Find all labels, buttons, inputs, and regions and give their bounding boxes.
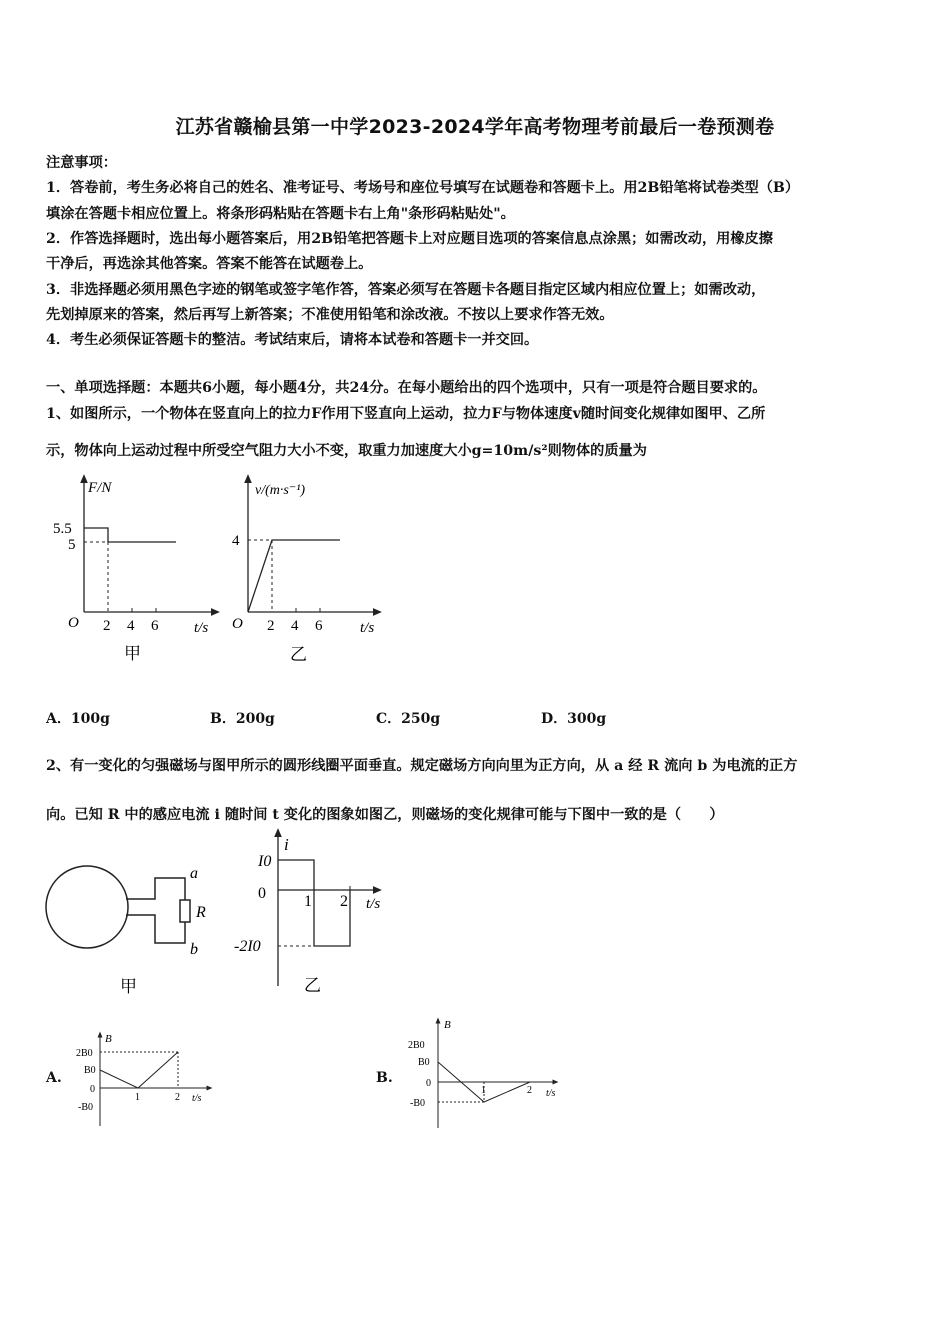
origin-label: 0 [258,885,266,902]
y-tick-label: B0 [84,1065,96,1076]
figure-caption: 乙 [304,976,321,995]
y-tick-label: 0 [90,1084,95,1095]
x-label: t/s [546,1088,556,1099]
resistor [180,900,190,922]
x-label: t/s [360,620,375,636]
y-tick-label: -B0 [78,1102,93,1113]
y-label: B [444,1019,451,1031]
terminal-a-label: a [190,865,198,882]
q1-figure-jia [48,472,228,668]
question-1-text: 示，物体向上运动过程中所受空气阻力大小不变，取重力加速度大小g=10m/s²则物体的质量为 [46,443,647,459]
y-tick-label: 2B0 [408,1040,425,1051]
x-label: t/s [192,1093,202,1104]
x-tick-label: 1 [135,1092,140,1103]
notice-line: 1．答卷前，考生务必将自己的姓名、准考证号、考场号和座位号填写在试题卷和答题卡上。用2B铅笔将试卷类型（B） [46,180,800,196]
x-tick-label: 4 [127,618,135,634]
q2-figure-yi [228,826,398,998]
b-line [100,1052,178,1088]
figure-caption: 乙 [290,645,307,664]
y-tick-label: 5 [68,537,76,553]
question-2-text: 2、有一变化的匀强磁场与图甲所示的圆形线圈平面垂直。规定磁场方向向里为正方向，从 a 经 R 流向 b 为电流的正方 [46,758,798,774]
x-label: t/s [194,620,209,636]
y-tick-label: 2B0 [76,1048,93,1059]
origin-label: O [68,615,79,631]
notice-heading: 注意事项： [46,155,117,171]
x-tick-label: 2 [340,893,348,910]
question-1-text: 1、如图所示，一个物体在竖直向上的拉力F作用下竖直向上运动，拉力F与物体速度v随时间变化规律如图甲、乙所 [46,406,766,422]
origin-label: O [232,616,243,632]
notice-line: 4．考生必须保证答题卡的整洁。考试结束后，请将本试卷和答题卡一并交回。 [46,332,539,348]
q2-figure-jia [40,850,220,1000]
question-2-text: 向。已知 R 中的感应电流 i 随时间 t 变化的图象如图乙，则磁场的变化规律可能与下图中一致的是（ ） [46,807,724,823]
notice-line: 2．作答选择题时，选出每小题答案后，用2B铅笔把答题卡上对应题目选项的答案信息点涂黑；如需改动，用橡皮擦 [46,231,773,247]
y-tick-label: 4 [232,533,240,549]
notice-line: 填涂在答题卡相应位置上。将条形码粘贴在答题卡右上角"条形码粘贴处"。 [46,206,515,222]
figure-caption: 甲 [120,977,137,996]
x-tick-label: 2 [175,1092,180,1103]
velocity-line [248,540,340,612]
x-tick-label: 1 [304,893,312,910]
y-tick-label: 0 [426,1078,431,1089]
q2-option-a-graph[interactable] [70,1030,220,1130]
y-label: B [105,1033,112,1045]
x-label: t/s [366,896,381,912]
x-tick-label: 4 [291,618,299,634]
y-label: v/(m·s⁻¹) [255,483,306,498]
x-tick-label: 2 [267,618,275,634]
y-tick-label: 5.5 [53,521,72,537]
terminal-b-label: b [190,941,198,958]
notice-line: 干净后，再选涂其他答案。答案不能答在试题卷上。 [46,256,373,272]
option-c[interactable]: C．250g [376,711,441,727]
wire [126,878,185,900]
notice-line: 3．非选择题必须用黑色字迹的钢笔或签字笔作答，答案必须写在答题卡各题目指定区域内相应位置上；如需改动， [46,282,766,298]
y-neg-label: -2I0 [234,938,261,955]
y-label: i [284,835,289,854]
section-heading: 一、单项选择题：本题共6小题，每小题4分，共24分。在每小题给出的四个选项中，只有一项是符合题目要求的。 [46,380,767,396]
page-title: 江苏省赣榆县第一中学2023-2024学年高考物理考前最后一卷预测卷 [175,116,775,138]
q2-option-b-label[interactable]: B. [376,1070,393,1086]
y-pos-label: I0 [258,853,272,870]
q1-figure-yi [222,472,392,668]
wire [126,915,185,943]
x-tick-label: 6 [151,618,159,634]
q2-option-b-graph[interactable] [404,1016,574,1132]
option-a[interactable]: A．100g [46,711,110,727]
y-label: F/N [88,480,112,496]
coil [46,866,128,948]
x-tick-label: 6 [315,618,323,634]
force-line [84,528,176,542]
q2-option-a-label[interactable]: A. [46,1070,62,1086]
x-tick-label: 1 [481,1085,486,1096]
x-tick-label: 2 [103,618,111,634]
y-tick-label: -B0 [410,1098,425,1109]
option-b[interactable]: B．200g [210,711,275,727]
x-tick-label: 2 [527,1085,532,1096]
y-tick-label: B0 [418,1057,430,1068]
option-d[interactable]: D．300g [541,711,607,727]
notice-line: 先划掉原来的答案，然后再写上新答案；不准使用铅笔和涂改液。不按以上要求作答无效。 [46,307,614,323]
resistor-label: R [196,904,206,921]
figure-caption: 甲 [124,644,141,663]
